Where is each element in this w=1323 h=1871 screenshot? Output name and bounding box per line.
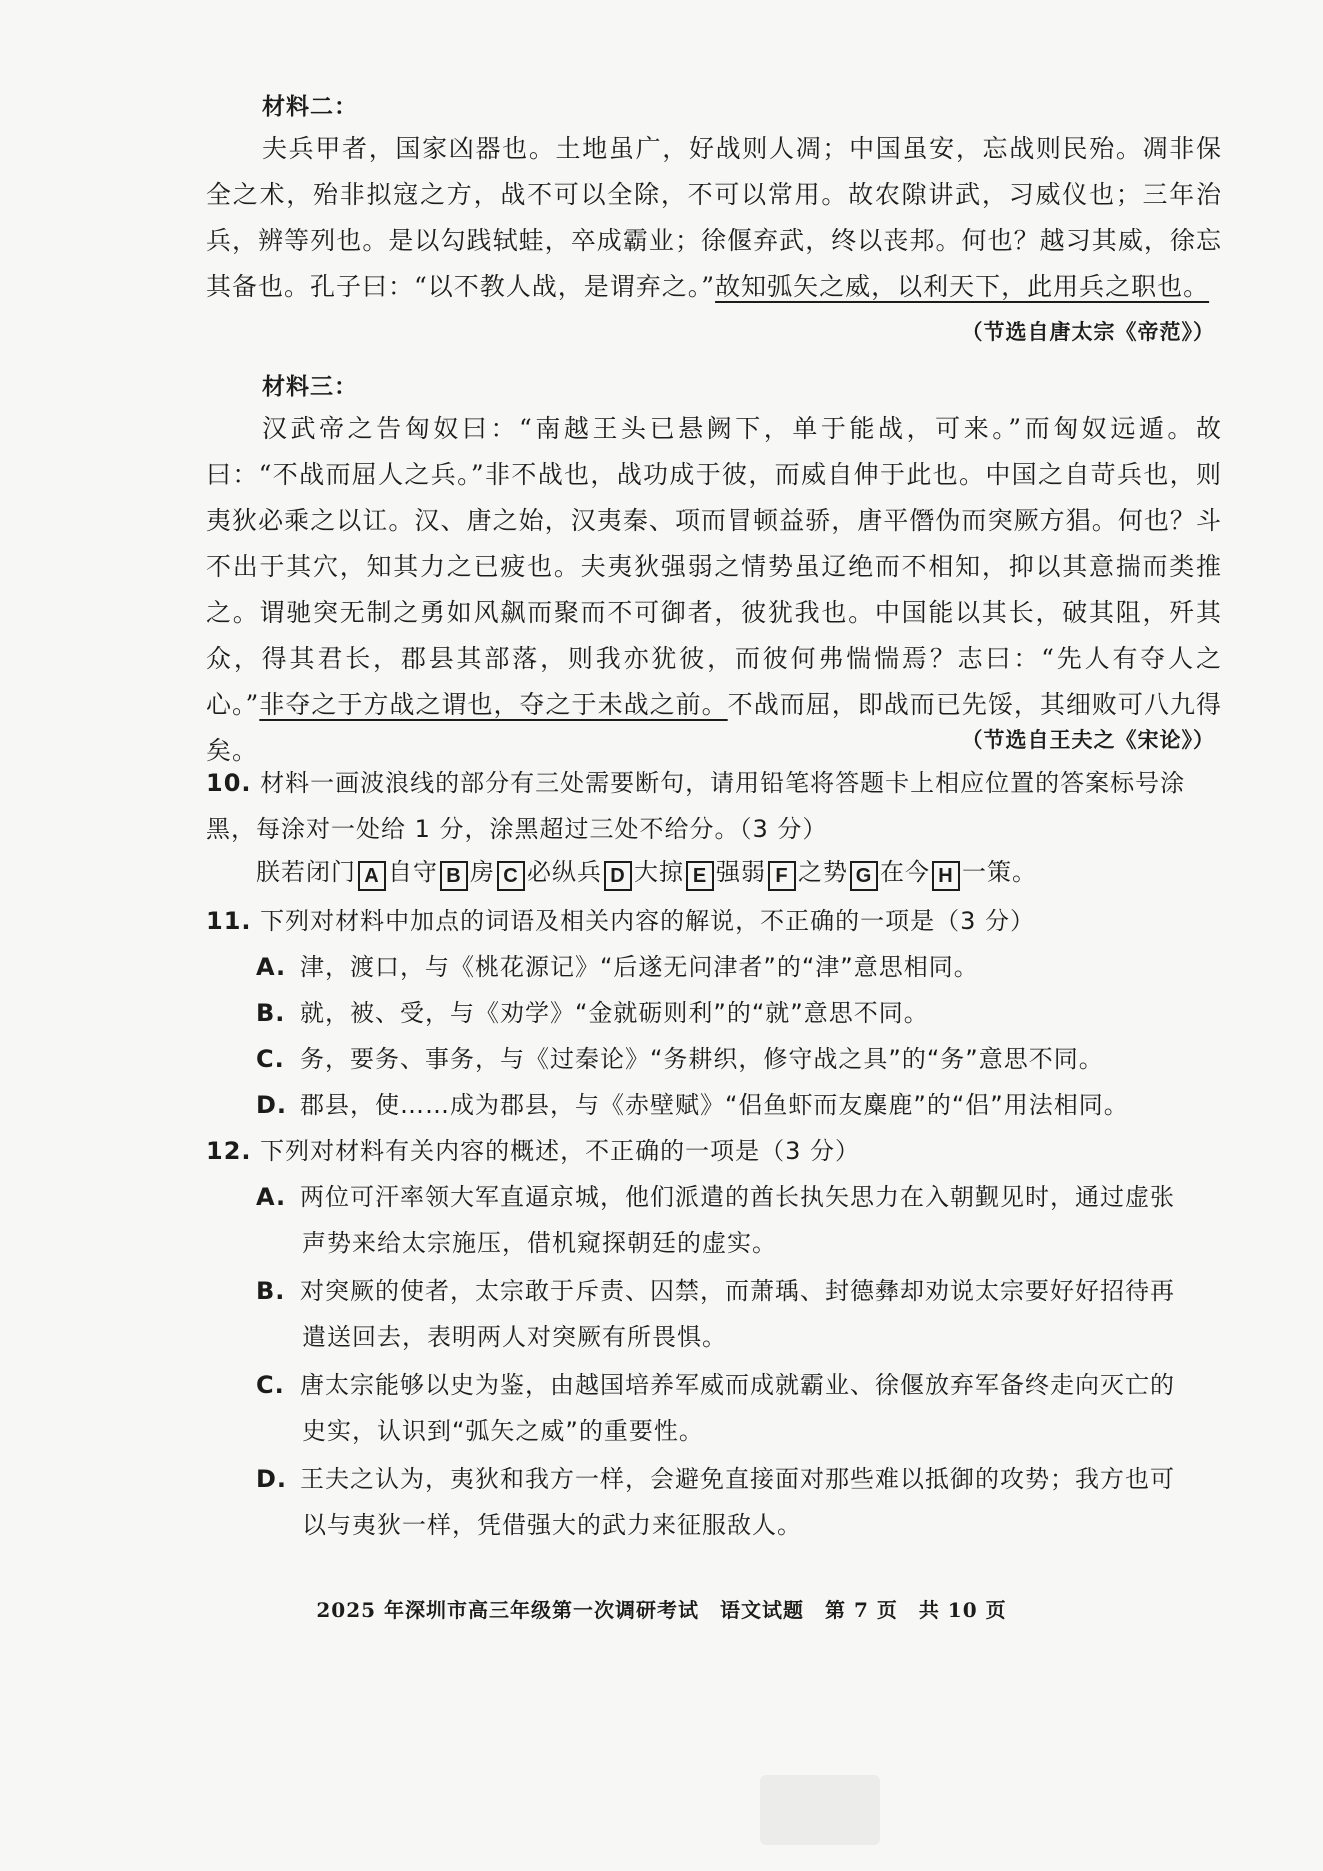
option-text-continued: 声势来给太宗施压，借机窥探朝廷的虚实。 (302, 1229, 777, 1257)
question-11-option-d[interactable] (256, 1082, 1222, 1128)
option-letter: B. (256, 1277, 286, 1305)
answer-box-f[interactable]: F (768, 861, 796, 891)
answer-box-c[interactable]: C (497, 861, 525, 891)
option-letter: C. (256, 1371, 285, 1399)
answer-box-h[interactable]: H (932, 861, 960, 891)
material-3-body: 汉武帝之告匈奴曰：“南越王头已悬阙下，单于能战，可来。”而匈奴远遁。故曰：“不战而屈人之兵。”非不战也，战功成于彼，而威自伸于此也。中国之自苛兵也，则夷狄必乘之以讧。汉、唐之始，汉夷秦、项而冒顿益骄，唐平僭伪而突厥方猖。何也？斗不出于其穴，知其力之已疲也。夫夷狄强弱之情势虽辽绝而不相知，抑以其意揣而类推之。谓驰突无制之勇如风飙而聚而不可御者，彼犹我也。中国能以其长，破其阻，歼其众，得其君长，郡县其部落，则我亦犹彼，而彼何弗惴惴焉？志曰：“先人有夺人之心。” (206, 414, 1222, 719)
option-text: 务，要务、事务，与《过秦论》“务耕织，修守战之具”的“务”意思不同。 (300, 1045, 1104, 1073)
option-text: 津，渡口，与《桃花源记》“后遂无问津者”的“津”意思相同。 (300, 953, 979, 981)
option-letter: D. (256, 1465, 288, 1493)
question-10 (206, 760, 1222, 852)
page-footer: 2025 年深圳市高三年级第一次调研考试 语文试题 第 7 页 共 10 页 (316, 1598, 1007, 1622)
question-12-option-c[interactable] (256, 1362, 1222, 1454)
option-letter: B. (256, 999, 286, 1027)
option-text: 两位可汗率领大军直逼京城，他们派遣的酋长执矢思力在入朝觐见时，通过虚张 (300, 1183, 1175, 1211)
question-11-option-b[interactable] (256, 990, 1222, 1036)
segment: 之势 (798, 858, 848, 886)
material-3-underlined: 非夺之于方战之谓也，夺之于未战之前。 (259, 690, 728, 719)
option-text: 就，被、受，与《劝学》“金就砺则利”的“就”意思不同。 (300, 999, 929, 1027)
scan-smudge (760, 1775, 880, 1845)
question-11-option-c[interactable] (256, 1036, 1222, 1082)
segment: 强弱 (716, 858, 766, 886)
option-text-continued: 遣送回去，表明两人对突厥有所畏惧。 (302, 1323, 727, 1351)
answer-box-e[interactable]: E (686, 861, 714, 891)
option-text-continued: 以与夷狄一样，凭借强大的武力来征服敌人。 (302, 1511, 802, 1539)
material-3-body-end: 不战而屈，即战而已先馁，其细败可八九得矣。 (206, 690, 1222, 765)
question-10-segmented-sentence (256, 852, 1037, 892)
material-2-text (206, 126, 1222, 310)
question-12-number: 12. (206, 1137, 252, 1165)
question-11 (206, 898, 1222, 944)
answer-box-a[interactable]: A (358, 861, 386, 891)
option-letter: D. (256, 1091, 288, 1119)
material-2-source: （节选自唐太宗《帝范》） (961, 319, 1215, 344)
question-10-number: 10. (206, 769, 252, 797)
segment: 必纵兵 (527, 858, 602, 886)
material-2-body: 夫兵甲者，国家凶器也。土地虽广，好战则人凋；中国虽安，忘战则民殆。凋非保全之术，殆非拟寇之方，战不可以全除，不可以常用。故农隙讲武，习威仪也；三年治兵，辨等列也。是以勾践轼蛙，卒成霸业；徐偃弃武，终以丧邦。何也？越习其威，徐忘其备也。孔子曰：“以不教人战，是谓弃之。” (206, 134, 1222, 301)
segment: 房 (470, 858, 495, 886)
question-12-option-b[interactable] (256, 1268, 1222, 1360)
option-letter: C. (256, 1045, 285, 1073)
segment: 自守 (388, 858, 438, 886)
answer-box-b[interactable]: B (440, 861, 468, 891)
answer-box-g[interactable]: G (850, 861, 878, 891)
option-text-continued: 史实，认识到“弧矢之威”的重要性。 (302, 1417, 704, 1445)
question-12-stem: 下列对材料有关内容的概述，不正确的一项是（3 分） (260, 1137, 861, 1165)
option-text: 唐太宗能够以史为鉴，由越国培养军威而成就霸业、徐偃放弃军备终走向灭亡的 (300, 1371, 1175, 1399)
material-3-source: （节选自王夫之《宋论》） (961, 727, 1215, 752)
answer-box-d[interactable]: D (604, 861, 632, 891)
question-11-stem: 下列对材料中加点的词语及相关内容的解说，不正确的一项是（3 分） (260, 907, 1036, 935)
material-3-text (206, 406, 1222, 774)
option-text: 郡县，使……成为郡县，与《赤壁赋》“侣鱼虾而友麋鹿”的“侣”用法相同。 (300, 1091, 1129, 1119)
question-11-number: 11. (206, 907, 252, 935)
option-text: 对突厥的使者，太宗敢于斥责、囚禁，而萧瑀、封德彝却劝说太宗要好好招待再 (300, 1277, 1175, 1305)
material-2-heading: 材料二： (262, 93, 358, 120)
question-12-option-d[interactable] (256, 1456, 1222, 1548)
material-2-underlined: 故知弧矢之威，以利天下，此用兵之职也。 (715, 272, 1210, 301)
question-11-option-a[interactable] (256, 944, 1222, 990)
material-3-heading: 材料三： (262, 373, 358, 400)
question-12-option-a[interactable] (256, 1174, 1222, 1266)
option-text: 王夫之认为，夷狄和我方一样，会避免直接面对那些难以抵御的攻势；我方也可 (300, 1465, 1175, 1493)
option-letter: A. (256, 1183, 287, 1211)
segment: 一策。 (962, 858, 1037, 886)
question-10-text: 材料一画波浪线的部分有三处需要断句，请用铅笔将答题卡上相应位置的答案标号涂黑，每涂对一处给 1 分，涂黑超过三处不给分。（3 分） (206, 769, 1186, 843)
question-12 (206, 1128, 1222, 1174)
segment: 在今 (880, 858, 930, 886)
segment: 大掠 (634, 858, 684, 886)
option-letter: A. (256, 953, 287, 981)
segment: 朕若闭门 (256, 858, 356, 886)
